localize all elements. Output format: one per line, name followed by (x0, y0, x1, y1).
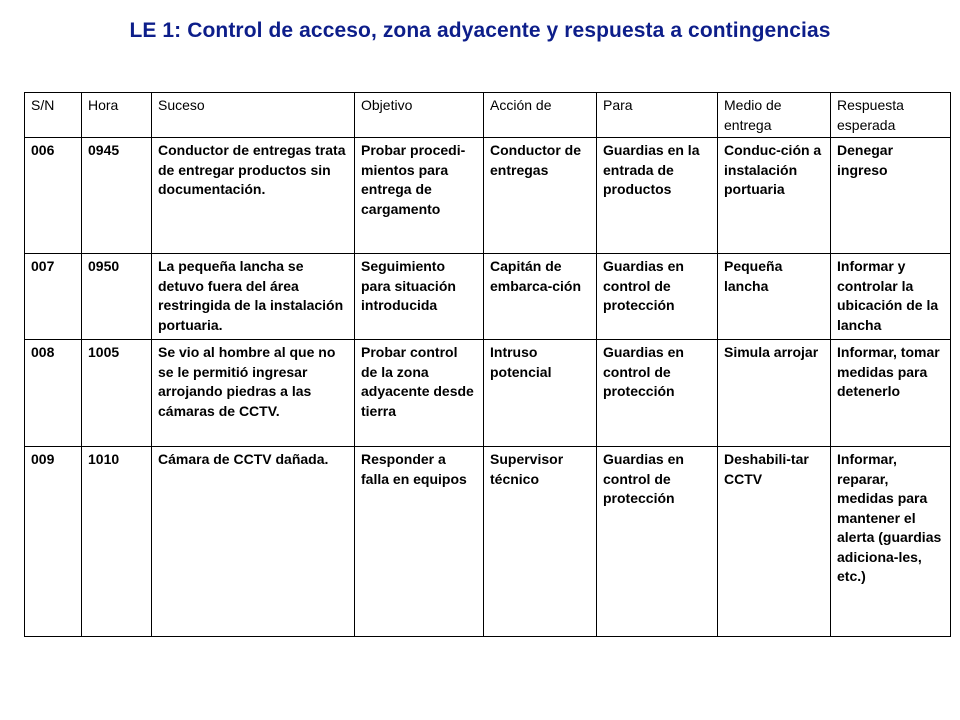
cell-objetivo: Responder a falla en equipos (355, 447, 484, 637)
cell-hora: 0945 (82, 138, 152, 254)
cell-para: Guardias en control de protección (597, 447, 718, 637)
header-medio-de-entrega: Medio de entrega (718, 93, 831, 138)
cell-respuesta-esperada: Informar y controlar la ubicación de la lancha (831, 254, 951, 340)
table-row (25, 254, 951, 340)
cell-accion-de: Intruso potencial (484, 340, 597, 447)
header-hora: Hora (82, 93, 152, 138)
table-row (25, 447, 951, 637)
cell-para: Guardias en la entrada de productos (597, 138, 718, 254)
cell-medio-de-entrega: Deshabili-tar CCTV (718, 447, 831, 637)
cell-sn: 006 (25, 138, 82, 254)
header-sn: S/N (25, 93, 82, 138)
header-para: Para (597, 93, 718, 138)
cell-sn: 008 (25, 340, 82, 447)
cell-sn: 009 (25, 447, 82, 637)
cell-hora: 1010 (82, 447, 152, 637)
slide-title: LE 1: Control de acceso, zona adyacente y respuesta a contingencias (129, 19, 831, 42)
cell-hora: 0950 (82, 254, 152, 340)
cell-medio-de-entrega: Simula arrojar (718, 340, 831, 447)
header-row (25, 93, 951, 138)
header-suceso: Suceso (152, 93, 355, 138)
exercise-table (24, 92, 951, 637)
cell-objetivo: Probar control de la zona adyacente desde tierra (355, 340, 484, 447)
cell-hora: 1005 (82, 340, 152, 447)
table-row (25, 138, 951, 254)
table-body (25, 138, 951, 637)
cell-medio-de-entrega: Pequeña lancha (718, 254, 831, 340)
cell-respuesta-esperada: Informar, reparar, medidas para mantener el alerta (guardias adiciona-les, etc.) (831, 447, 951, 637)
cell-sn: 007 (25, 254, 82, 340)
cell-suceso: Se vio al hombre al que no se le permitió ingresar arrojando piedras a las cámaras de CCTV. (152, 340, 355, 447)
cell-suceso: Cámara de CCTV dañada. (152, 447, 355, 637)
cell-respuesta-esperada: Denegar ingreso (831, 138, 951, 254)
cell-accion-de: Supervisor técnico (484, 447, 597, 637)
table-row (25, 340, 951, 447)
cell-para: Guardias en control de protección (597, 340, 718, 447)
header-respuesta-esperada: Respuesta esperada (831, 93, 951, 138)
cell-para: Guardias en control de protección (597, 254, 718, 340)
header-objetivo: Objetivo (355, 93, 484, 138)
cell-respuesta-esperada: Informar, tomar medidas para detenerlo (831, 340, 951, 447)
table-header (25, 93, 951, 138)
cell-suceso: Conductor de entregas trata de entregar productos sin documentación. (152, 138, 355, 254)
cell-objetivo: Seguimiento para situación introducida (355, 254, 484, 340)
cell-objetivo: Probar procedi-mientos para entrega de cargamento (355, 138, 484, 254)
header-accion-de: Acción de (484, 93, 597, 138)
cell-suceso: La pequeña lancha se detuvo fuera del área restringida de la instalación portuaria. (152, 254, 355, 340)
cell-accion-de: Conductor de entregas (484, 138, 597, 254)
cell-accion-de: Capitán de embarca-ción (484, 254, 597, 340)
cell-medio-de-entrega: Conduc-ción a instalación portuaria (718, 138, 831, 254)
